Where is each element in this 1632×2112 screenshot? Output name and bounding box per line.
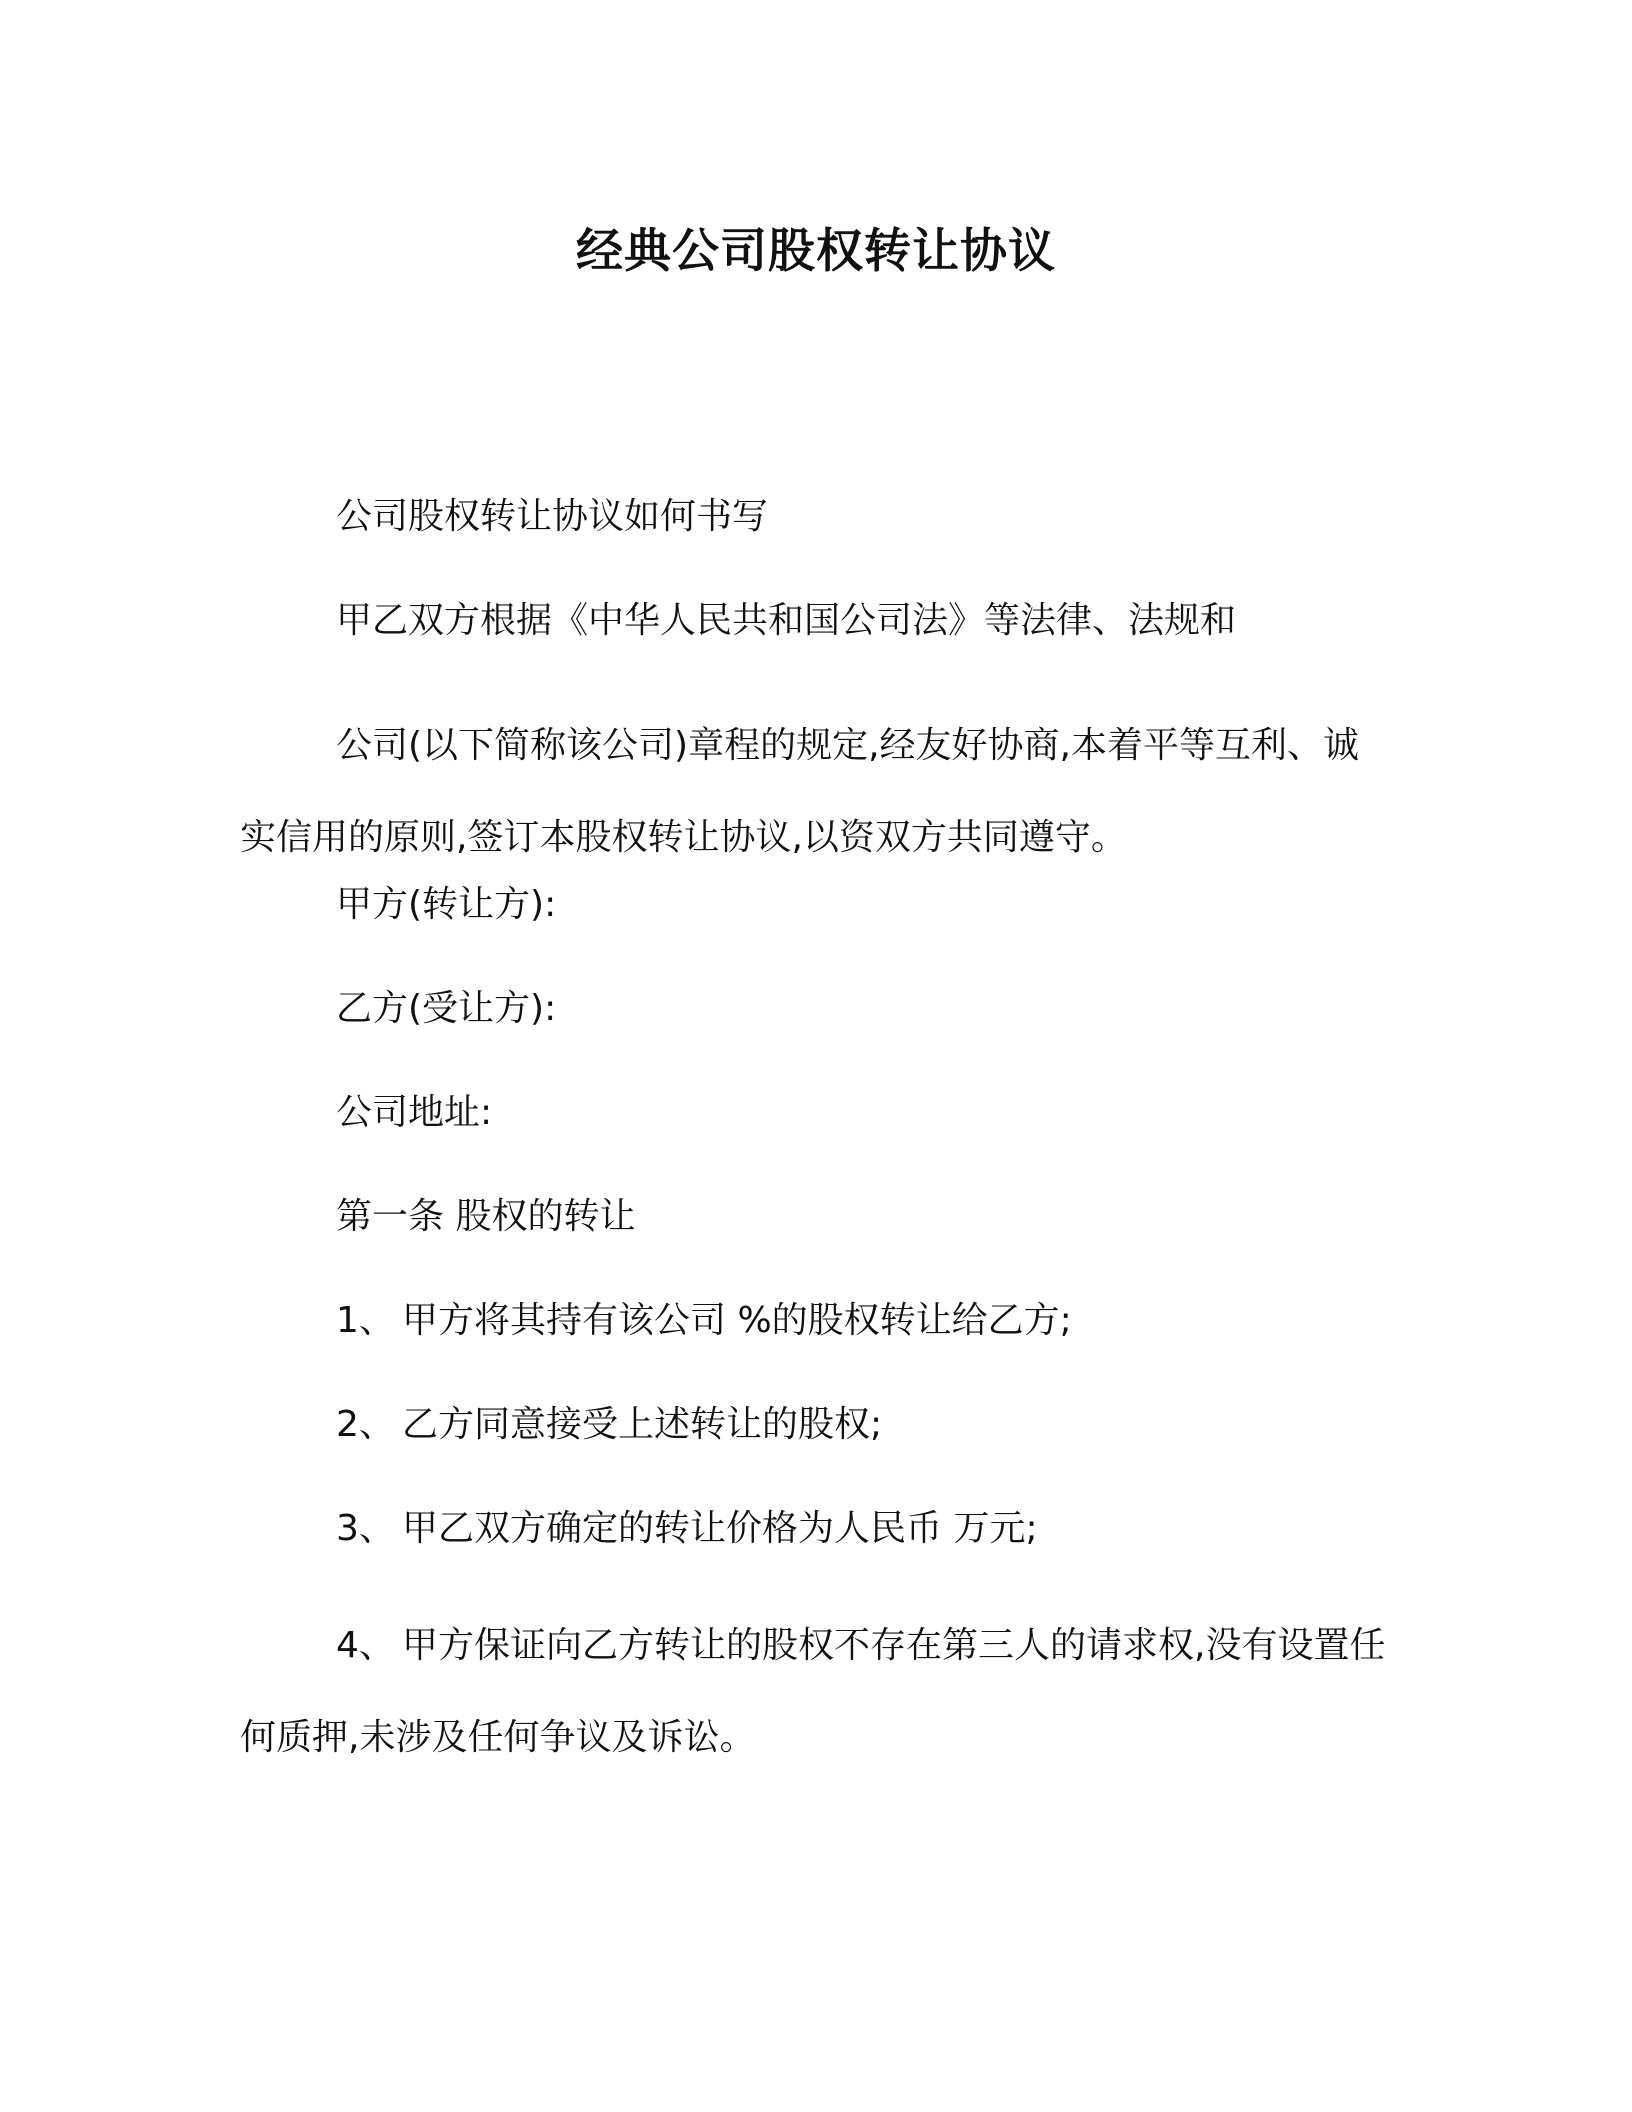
- item-number: 3、: [336, 1508, 395, 1549]
- item-text: 甲方将其持有该公司 %的股权转让给乙方;: [402, 1300, 1072, 1341]
- company-clause-paragraph: 公司(以下简称该公司)章程的规定,经友好协商,本着平等互利、诚实信用的原则,签订本股权转让协议,以资双方共同遵守。: [240, 725, 1359, 858]
- item-number: 1、: [336, 1300, 395, 1341]
- item-number: 2、: [336, 1404, 395, 1445]
- article-item: [240, 1296, 1390, 1346]
- article-1-title: 第一条 股权的转让: [336, 1196, 636, 1237]
- item-text: 甲方保证向乙方转让的股权不存在第三人的请求权,没有设置任何质押,未涉及任何争议及诉讼。: [240, 1625, 1386, 1758]
- intro-paragraph: 甲乙双方根据《中华人民共和国公司法》等法律、法规和: [336, 600, 1237, 641]
- party-b-line: 乙方(受让方):: [336, 988, 557, 1029]
- item-text: 甲乙双方确定的转让价格为人民币 万元;: [402, 1508, 1038, 1549]
- section-heading: 公司股权转让协议如何书写: [336, 496, 769, 537]
- party-a-line: 甲方(转让方):: [336, 884, 557, 925]
- document-title: 经典公司股权转让协议: [576, 224, 1056, 279]
- article-item: [240, 1600, 1390, 1784]
- article-item: [240, 1504, 1390, 1554]
- item-text: 乙方同意接受上述转让的股权;: [402, 1404, 883, 1445]
- company-address-line: 公司地址:: [336, 1092, 493, 1133]
- item-number: 4、: [336, 1625, 395, 1666]
- article-item: [240, 1400, 1390, 1450]
